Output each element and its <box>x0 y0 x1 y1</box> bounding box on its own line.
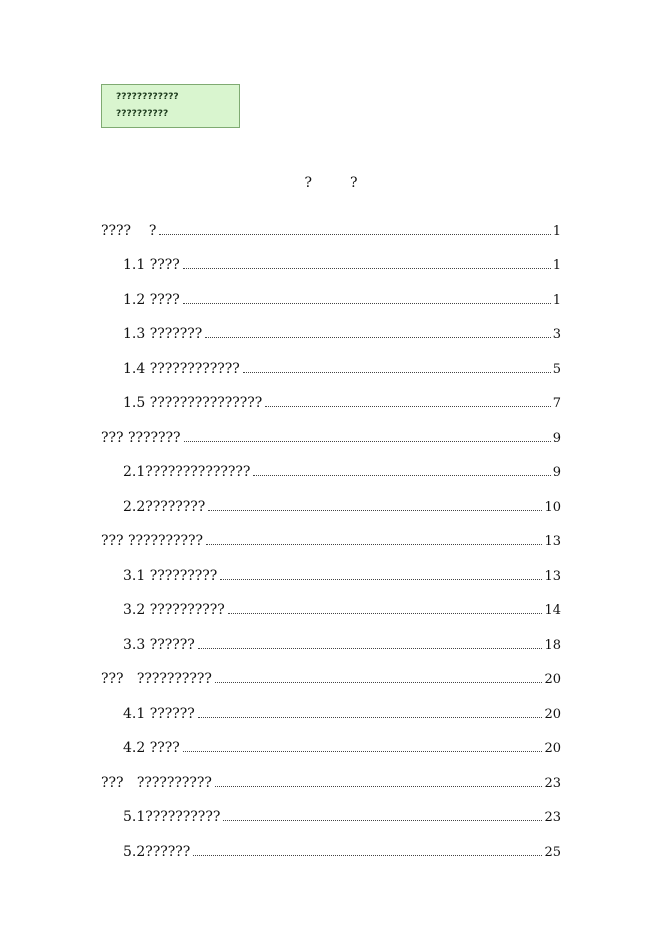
toc-entry-page: 25 <box>544 844 561 860</box>
toc-leader-dots <box>183 750 543 752</box>
toc-entry-label: ???????????? <box>149 360 240 377</box>
toc-entry-label: ?????????? <box>145 809 221 825</box>
toc-leader-dots <box>243 371 551 373</box>
toc-entry-number: 1.3 <box>123 326 150 342</box>
toc-leader-dots <box>193 854 542 856</box>
toc-entry-label: ????????? <box>149 567 218 584</box>
toc-leader-dots <box>215 785 543 787</box>
toc-leader-dots <box>220 578 542 580</box>
toc-title <box>0 175 662 191</box>
toc-section-entry[interactable] <box>101 825 561 860</box>
toc-entry-number: 2.1 <box>123 464 146 480</box>
toc-entry-number: 5.2 <box>123 843 146 860</box>
toc-leader-dots <box>183 302 551 304</box>
toc-entry-page: 20 <box>544 706 561 722</box>
toc-entry-page: 7 <box>552 396 561 411</box>
stamp-line-1: ???????????? <box>116 92 179 102</box>
toc-entry-number: ??? <box>101 222 124 239</box>
toc-entry-label: ??????????????? <box>149 395 263 411</box>
toc-entry-page: 18 <box>544 637 561 653</box>
toc-entry-number: ??? <box>101 671 124 687</box>
toc-entry-label: ???? <box>149 291 180 308</box>
toc-section-entry[interactable] <box>101 480 561 515</box>
toc-entry-label: ?????????? <box>149 602 225 618</box>
toc-section-entry[interactable] <box>101 549 561 584</box>
toc-entry-page: 9 <box>552 430 561 446</box>
toc-leader-dots <box>184 440 551 442</box>
toc-leader-dots <box>159 233 550 235</box>
toc-leader-dots <box>223 819 542 821</box>
toc-entry-number: 3.3 <box>123 636 150 653</box>
toc-section-entry[interactable] <box>101 342 561 377</box>
toc-entry-page: 3 <box>552 327 561 342</box>
watermark-stamp <box>101 84 240 128</box>
toc-entry-page: 9 <box>552 465 561 480</box>
toc-entry-number: ??? <box>101 429 124 446</box>
toc-entry-page: 23 <box>544 775 561 791</box>
toc-entry-page: 13 <box>544 568 561 584</box>
stamp-line-2: ?????????? <box>116 109 169 119</box>
toc-entry-number: 3.2 <box>123 602 150 618</box>
toc-title-part-2: ? <box>350 175 358 191</box>
toc-leader-dots <box>228 612 543 614</box>
toc-entry-number: 1.2 <box>123 291 150 308</box>
toc-entry-label: ??????? <box>149 326 203 342</box>
toc-entry-label: ?????? <box>145 843 191 860</box>
toc-entry-number: ??? <box>101 533 124 549</box>
toc-chapter-entry[interactable] <box>101 653 561 688</box>
toc-entry-number: 3.1 <box>123 567 150 584</box>
table-of-contents <box>101 204 561 860</box>
toc-entry-label: ?????????? <box>123 671 212 687</box>
toc-leader-dots <box>265 405 550 407</box>
toc-entry-label: ?????? <box>149 636 195 653</box>
toc-entry-label: ??????? <box>123 429 181 446</box>
toc-chapter-entry[interactable] <box>101 756 561 791</box>
toc-entry-number: 4.1 <box>123 705 150 722</box>
toc-entry-number: 5.1 <box>123 809 146 825</box>
toc-chapter-entry[interactable] <box>101 411 561 446</box>
toc-entry-label: ?????? <box>149 705 195 722</box>
toc-section-entry[interactable] <box>101 722 561 757</box>
toc-leader-dots <box>206 543 542 545</box>
toc-entry-page: 20 <box>544 741 561 756</box>
toc-entry-label: ???????? <box>145 498 206 515</box>
toc-entry-page: 1 <box>552 258 561 273</box>
toc-entry-label: ? ? <box>123 222 157 239</box>
toc-entry-number: 1.1 <box>123 257 150 273</box>
toc-entry-page: 23 <box>544 810 561 825</box>
toc-chapter-entry[interactable] <box>101 204 561 239</box>
toc-section-entry[interactable] <box>101 687 561 722</box>
toc-entry-page: 13 <box>544 534 561 549</box>
toc-entry-number: 1.4 <box>123 360 150 377</box>
toc-section-entry[interactable] <box>101 273 561 308</box>
toc-entry-label: ?????????? <box>123 533 204 549</box>
toc-leader-dots <box>183 267 551 269</box>
toc-entry-page: 1 <box>552 292 561 308</box>
toc-leader-dots <box>198 647 543 649</box>
toc-section-entry[interactable] <box>101 308 561 343</box>
toc-leader-dots <box>215 681 543 683</box>
toc-entry-page: 14 <box>544 603 561 618</box>
toc-entry-number: 1.5 <box>123 395 150 411</box>
toc-entry-number: 4.2 <box>123 740 150 756</box>
toc-section-entry[interactable] <box>101 791 561 826</box>
toc-section-entry[interactable] <box>101 584 561 619</box>
toc-section-entry[interactable] <box>101 239 561 274</box>
toc-entry-label: ???? <box>149 257 180 273</box>
toc-entry-label: ?????????????? <box>145 464 251 480</box>
toc-leader-dots <box>205 336 550 338</box>
toc-leader-dots <box>208 509 542 511</box>
toc-section-entry[interactable] <box>101 618 561 653</box>
toc-chapter-entry[interactable] <box>101 515 561 550</box>
toc-title-part-1: ? <box>304 175 312 191</box>
toc-entry-page: 10 <box>544 499 561 515</box>
toc-entry-page: 1 <box>552 223 561 239</box>
toc-leader-dots <box>198 716 543 718</box>
toc-entry-label: ?????????? <box>123 774 212 791</box>
toc-leader-dots <box>253 474 550 476</box>
toc-entry-page: 5 <box>552 361 561 377</box>
toc-entry-number: 2.2 <box>123 498 146 515</box>
toc-section-entry[interactable] <box>101 446 561 481</box>
toc-entry-label: ???? <box>149 740 180 756</box>
toc-entry-number: ??? <box>101 774 124 791</box>
toc-section-entry[interactable] <box>101 377 561 412</box>
toc-entry-page: 20 <box>544 672 561 687</box>
